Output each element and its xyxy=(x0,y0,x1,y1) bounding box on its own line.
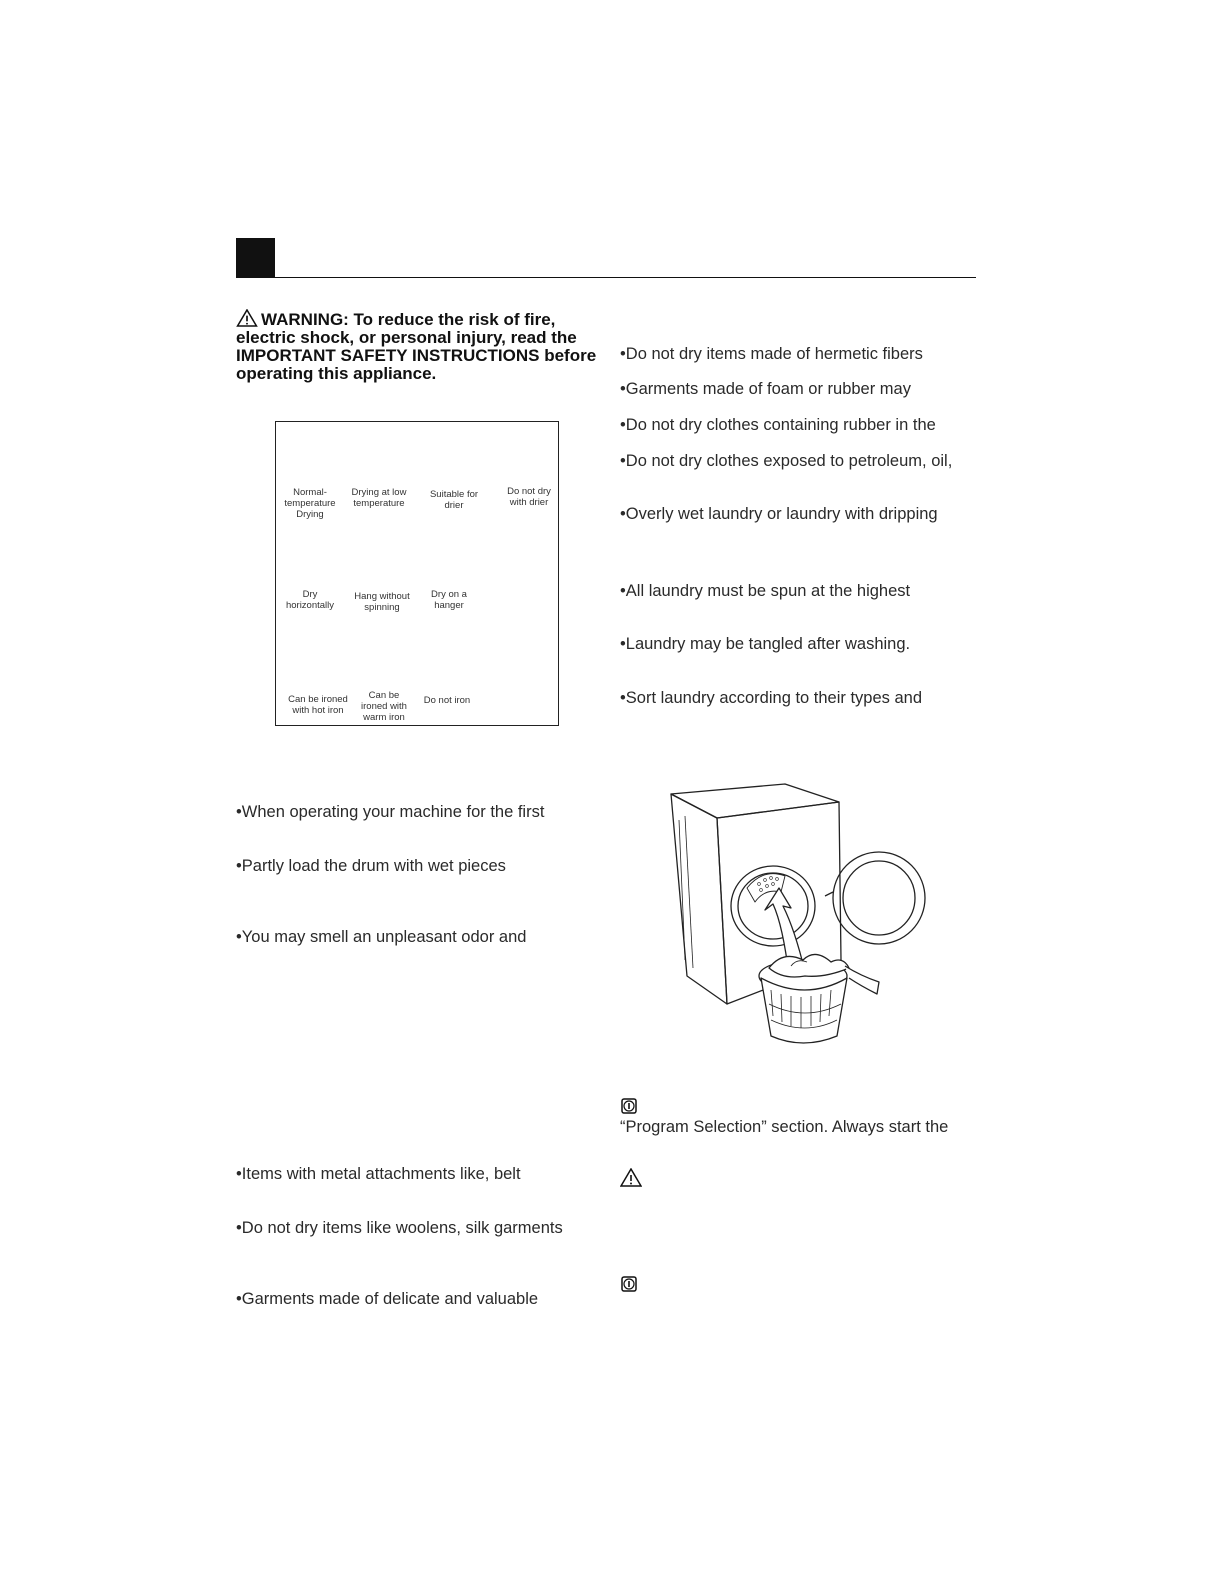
care-label: Normal- temperature Drying xyxy=(284,487,336,520)
list-item: •You may smell an unpleasant odor and xyxy=(236,928,527,946)
warning-text: WARNING: To reduce the risk of fire, electric shock, or personal injury, read the IMPORTANT SAFETY INSTRUCTIONS before operating this appliance. xyxy=(236,310,597,383)
list-item: •Do not dry items made of hermetic fibers xyxy=(620,345,923,363)
warning-triangle-icon xyxy=(620,1168,642,1187)
info-icon xyxy=(621,1276,637,1292)
list-item: •Do not dry clothes containing rubber in the xyxy=(620,416,936,434)
dryer-loading-illustration xyxy=(665,780,935,1050)
info-icon xyxy=(621,1098,637,1114)
list-item: •All laundry must be spun at the highest xyxy=(620,582,911,600)
list-item: •Items with metal attachments like, belt xyxy=(236,1165,521,1183)
care-label: Can be ironed with warm iron xyxy=(361,690,407,723)
care-label: Do not dry with drier xyxy=(507,486,551,508)
list-item: •Overly wet laundry or laundry with dripping xyxy=(620,505,938,523)
note-text: “Program Selection” section. Always start the xyxy=(620,1118,949,1136)
care-label: Drying at low temperature xyxy=(351,487,407,509)
list-item: •Partly load the drum with wet pieces xyxy=(236,857,506,875)
warning-block xyxy=(236,309,606,383)
list-item: •Laundry may be tangled after washing. xyxy=(620,635,911,653)
list-item: •Garments made of delicate and valuable xyxy=(236,1290,539,1308)
list-item: •When operating your machine for the first xyxy=(236,803,545,821)
care-symbols-table xyxy=(275,421,559,726)
warning-triangle-icon xyxy=(236,309,258,327)
care-label: Can be ironed with hot iron xyxy=(288,694,348,716)
care-label: Hang without spinning xyxy=(354,591,410,613)
list-item: •Do not dry clothes exposed to petroleum, oil, xyxy=(620,452,953,470)
list-item: •Garments made of foam or rubber may xyxy=(620,380,911,398)
care-label: Suitable for drier xyxy=(429,489,479,511)
list-item: •Do not dry items like woolens, silk garments xyxy=(236,1219,563,1237)
list-item: •Sort laundry according to their types and xyxy=(620,689,923,707)
care-label: Do not iron xyxy=(423,695,471,706)
section-divider xyxy=(236,277,976,278)
section-marker xyxy=(236,238,275,278)
care-label: Dry on a hanger xyxy=(431,589,467,611)
care-label: Dry horizontally xyxy=(285,589,335,611)
